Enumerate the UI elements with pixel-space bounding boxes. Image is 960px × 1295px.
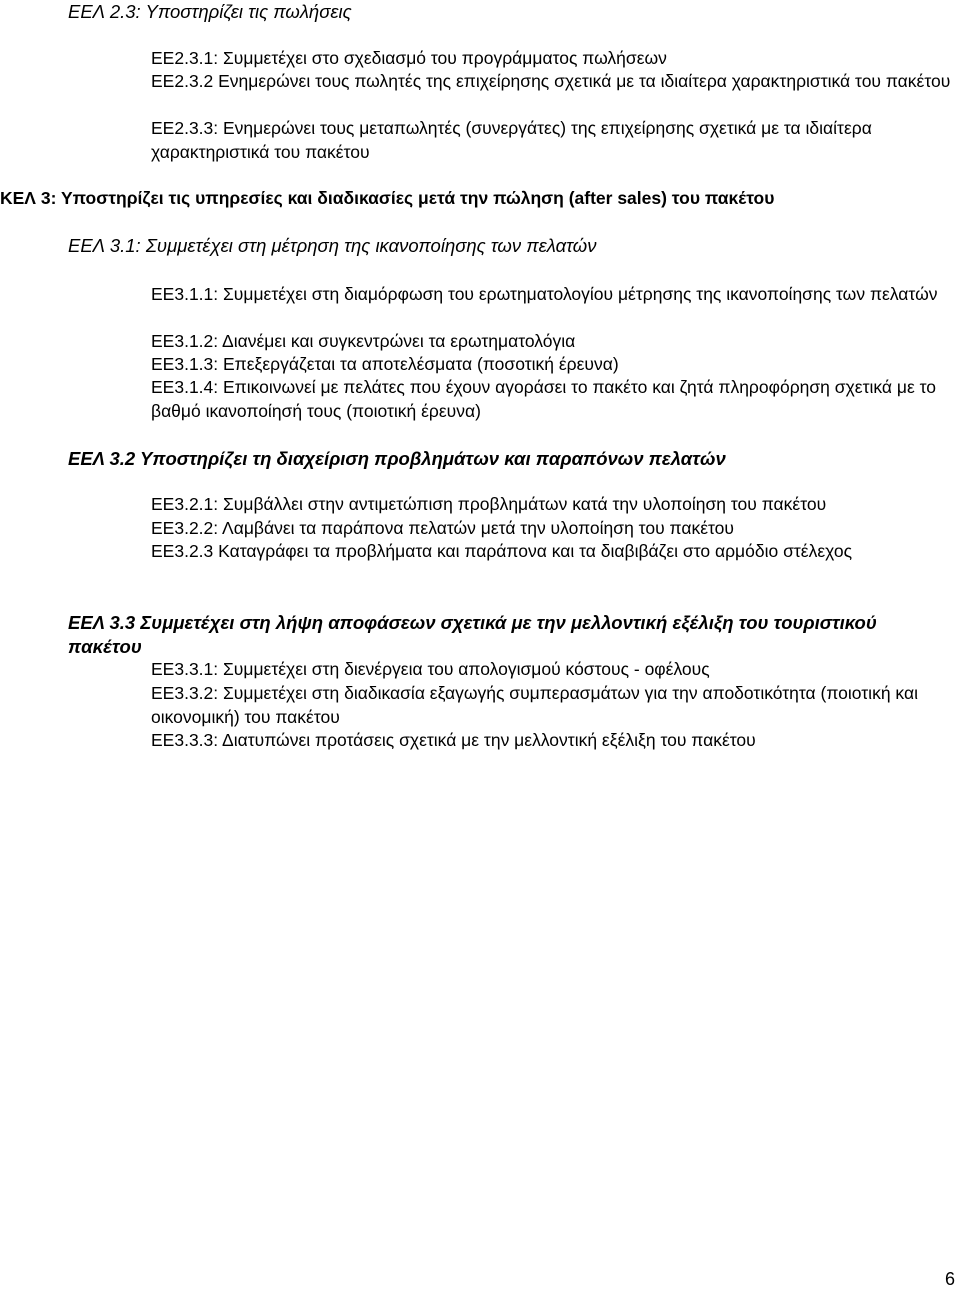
item-ee-2-3-2: ΕΕ2.3.2 Ενημερώνει τους πωλητές της επιχείρησης σχετικά με τα ιδιαίτερα χαρακτηριστικά του πακέτου xyxy=(151,71,951,91)
heading-eel-3-2: ΕΕΛ 3.2 Υποστηρίζει τη διαχείριση προβλημάτων και παραπόνων πελατών xyxy=(68,448,726,469)
item-ee-2-3-1: ΕΕ2.3.1: Συμμετέχει στο σχεδιασμό του προγράμματος πωλήσεων xyxy=(151,48,667,68)
item-ee-3-2-1: ΕΕ3.2.1: Συμβάλλει στην αντιμετώπιση προβλημάτων κατά την υλοποίηση του πακέτου xyxy=(151,494,827,514)
item-ee-3-1-2: ΕΕ3.1.2: Διανέμει και συγκεντρώνει τα ερωτηματολόγια xyxy=(151,331,576,351)
item-ee-3-3-1: ΕΕ3.3.1: Συμμετέχει στη διενέργεια του απολογισμού κόστους - οφέλους xyxy=(151,659,710,679)
item-ee-2-3-3: ΕΕ2.3.3: Ενημερώνει τους μεταπωλητές (συνεργάτες) της επιχείρησης σχετικά με τα ιδιαίτερα χαρακτηριστικά του πακέτου xyxy=(151,118,872,162)
item-ee-3-2-2: ΕΕ3.2.2: Λαμβάνει τα παράπονα πελατών μετά την υλοποίηση του πακέτου xyxy=(151,518,734,538)
heading-kel-3: ΚΕΛ 3: Υποστηρίζει τις υπηρεσίες και διαδικασίες μετά την πώληση (after sales) του πακέτου xyxy=(0,188,775,208)
heading-eel-2-3: ΕΕΛ 2.3: Υποστηρίζει τις πωλήσεις xyxy=(68,1,352,22)
item-ee-3-1-4: ΕΕ3.1.4: Επικοινωνεί με πελάτες που έχουν αγοράσει το πακέτο και ζητά πληροφόρηση σχετικά με το βαθμό ικανοποίησή τους (ποιοτική έρευνα) xyxy=(151,377,937,421)
item-ee-3-1-3: ΕΕ3.1.3: Επεξεργάζεται τα αποτελέσματα (ποσοτική έρευνα) xyxy=(151,354,619,374)
item-ee-3-3-3: ΕΕ3.3.3: Διατυπώνει προτάσεις σχετικά με την μελλοντική εξέλιξη του πακέτου xyxy=(151,730,756,750)
heading-eel-3-3: ΕΕΛ 3.3 Συμμετέχει στη λήψη αποφάσεων σχετικά με την μελλοντική εξέλιξη του τουριστικού πακέτου xyxy=(68,612,877,657)
heading-eel-3-1: ΕΕΛ 3.1: Συμμετέχει στη μέτρηση της ικανοποίησης των πελατών xyxy=(68,235,597,256)
page-number: 6 xyxy=(944,1269,955,1289)
item-ee-3-2-3: ΕΕ3.2.3 Καταγράφει τα προβλήματα και παράπονα και τα διαβιβάζει στο αρμόδιο στέλεχος xyxy=(151,541,853,561)
item-ee-3-3-2: ΕΕ3.3.2: Συμμετέχει στη διαδικασία εξαγωγής συμπερασμάτων για την αποδοτικότητα (ποιοτική και οικονομική) του πακέτου xyxy=(151,683,918,727)
item-ee-3-1-1: ΕΕ3.1.1: Συμμετέχει στη διαμόρφωση του ερωτηματολογίου μέτρησης της ικανοποίησης των πελατών xyxy=(151,284,938,304)
